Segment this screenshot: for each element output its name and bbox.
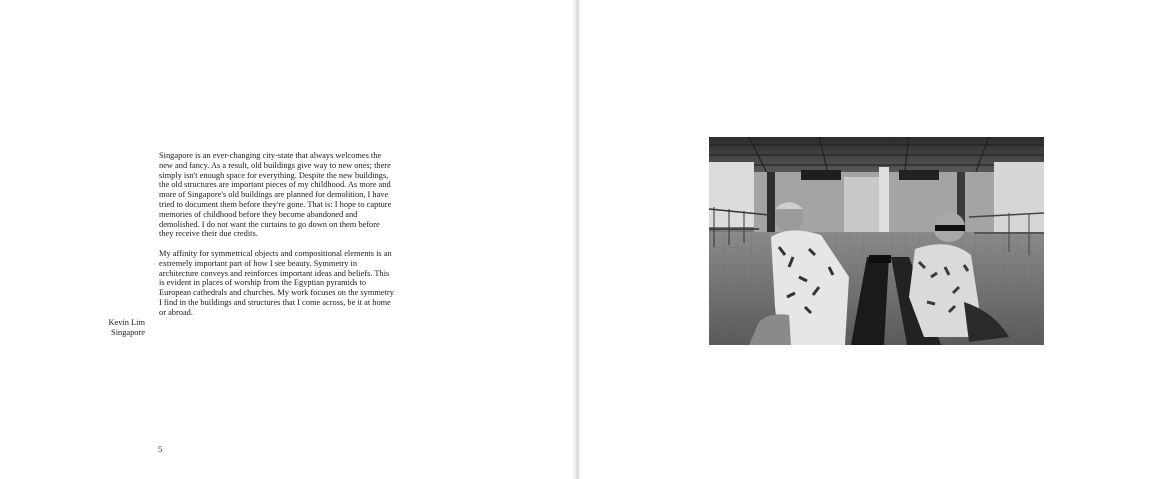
page-number: 5 — [158, 445, 163, 454]
book-gutter — [572, 0, 582, 479]
paragraph-2: My affinity for symmetrical objects and compositional elements is an extremely important part of how I see beauty. Symmetry in architecture conveys and reinforces important ideas and beliefs. This is evident in places of worship from the Egyptian pyramids to European cathedrals and churches. My work focuses on the symmetry I find in the buildings and structures that I come across, be it at home or abroad. — [159, 248, 394, 317]
photo-illustration — [709, 137, 1044, 345]
author-name: Kevin Lim — [108, 318, 145, 327]
author-location: Singapore — [111, 328, 145, 337]
author-credit — [80, 318, 145, 338]
essay-text — [159, 151, 395, 327]
photo-two-elderly-men-bench — [709, 137, 1044, 345]
paragraph-1: Singapore is an ever-changing city-state that always welcomes the new and fancy. As a result, old buildings give way to new ones; there simply isn't enough space for everything. Despite the new buildings, the old structures are important pieces of my childhood. As more and more of Singapore's old buildings are planned for demolition, I have tried to document them before they're gone. That is: I hope to capture memories of childhood before they become abandoned and demolished. I do not want the curtains to go down on them before they receive their due credits. — [159, 151, 392, 239]
